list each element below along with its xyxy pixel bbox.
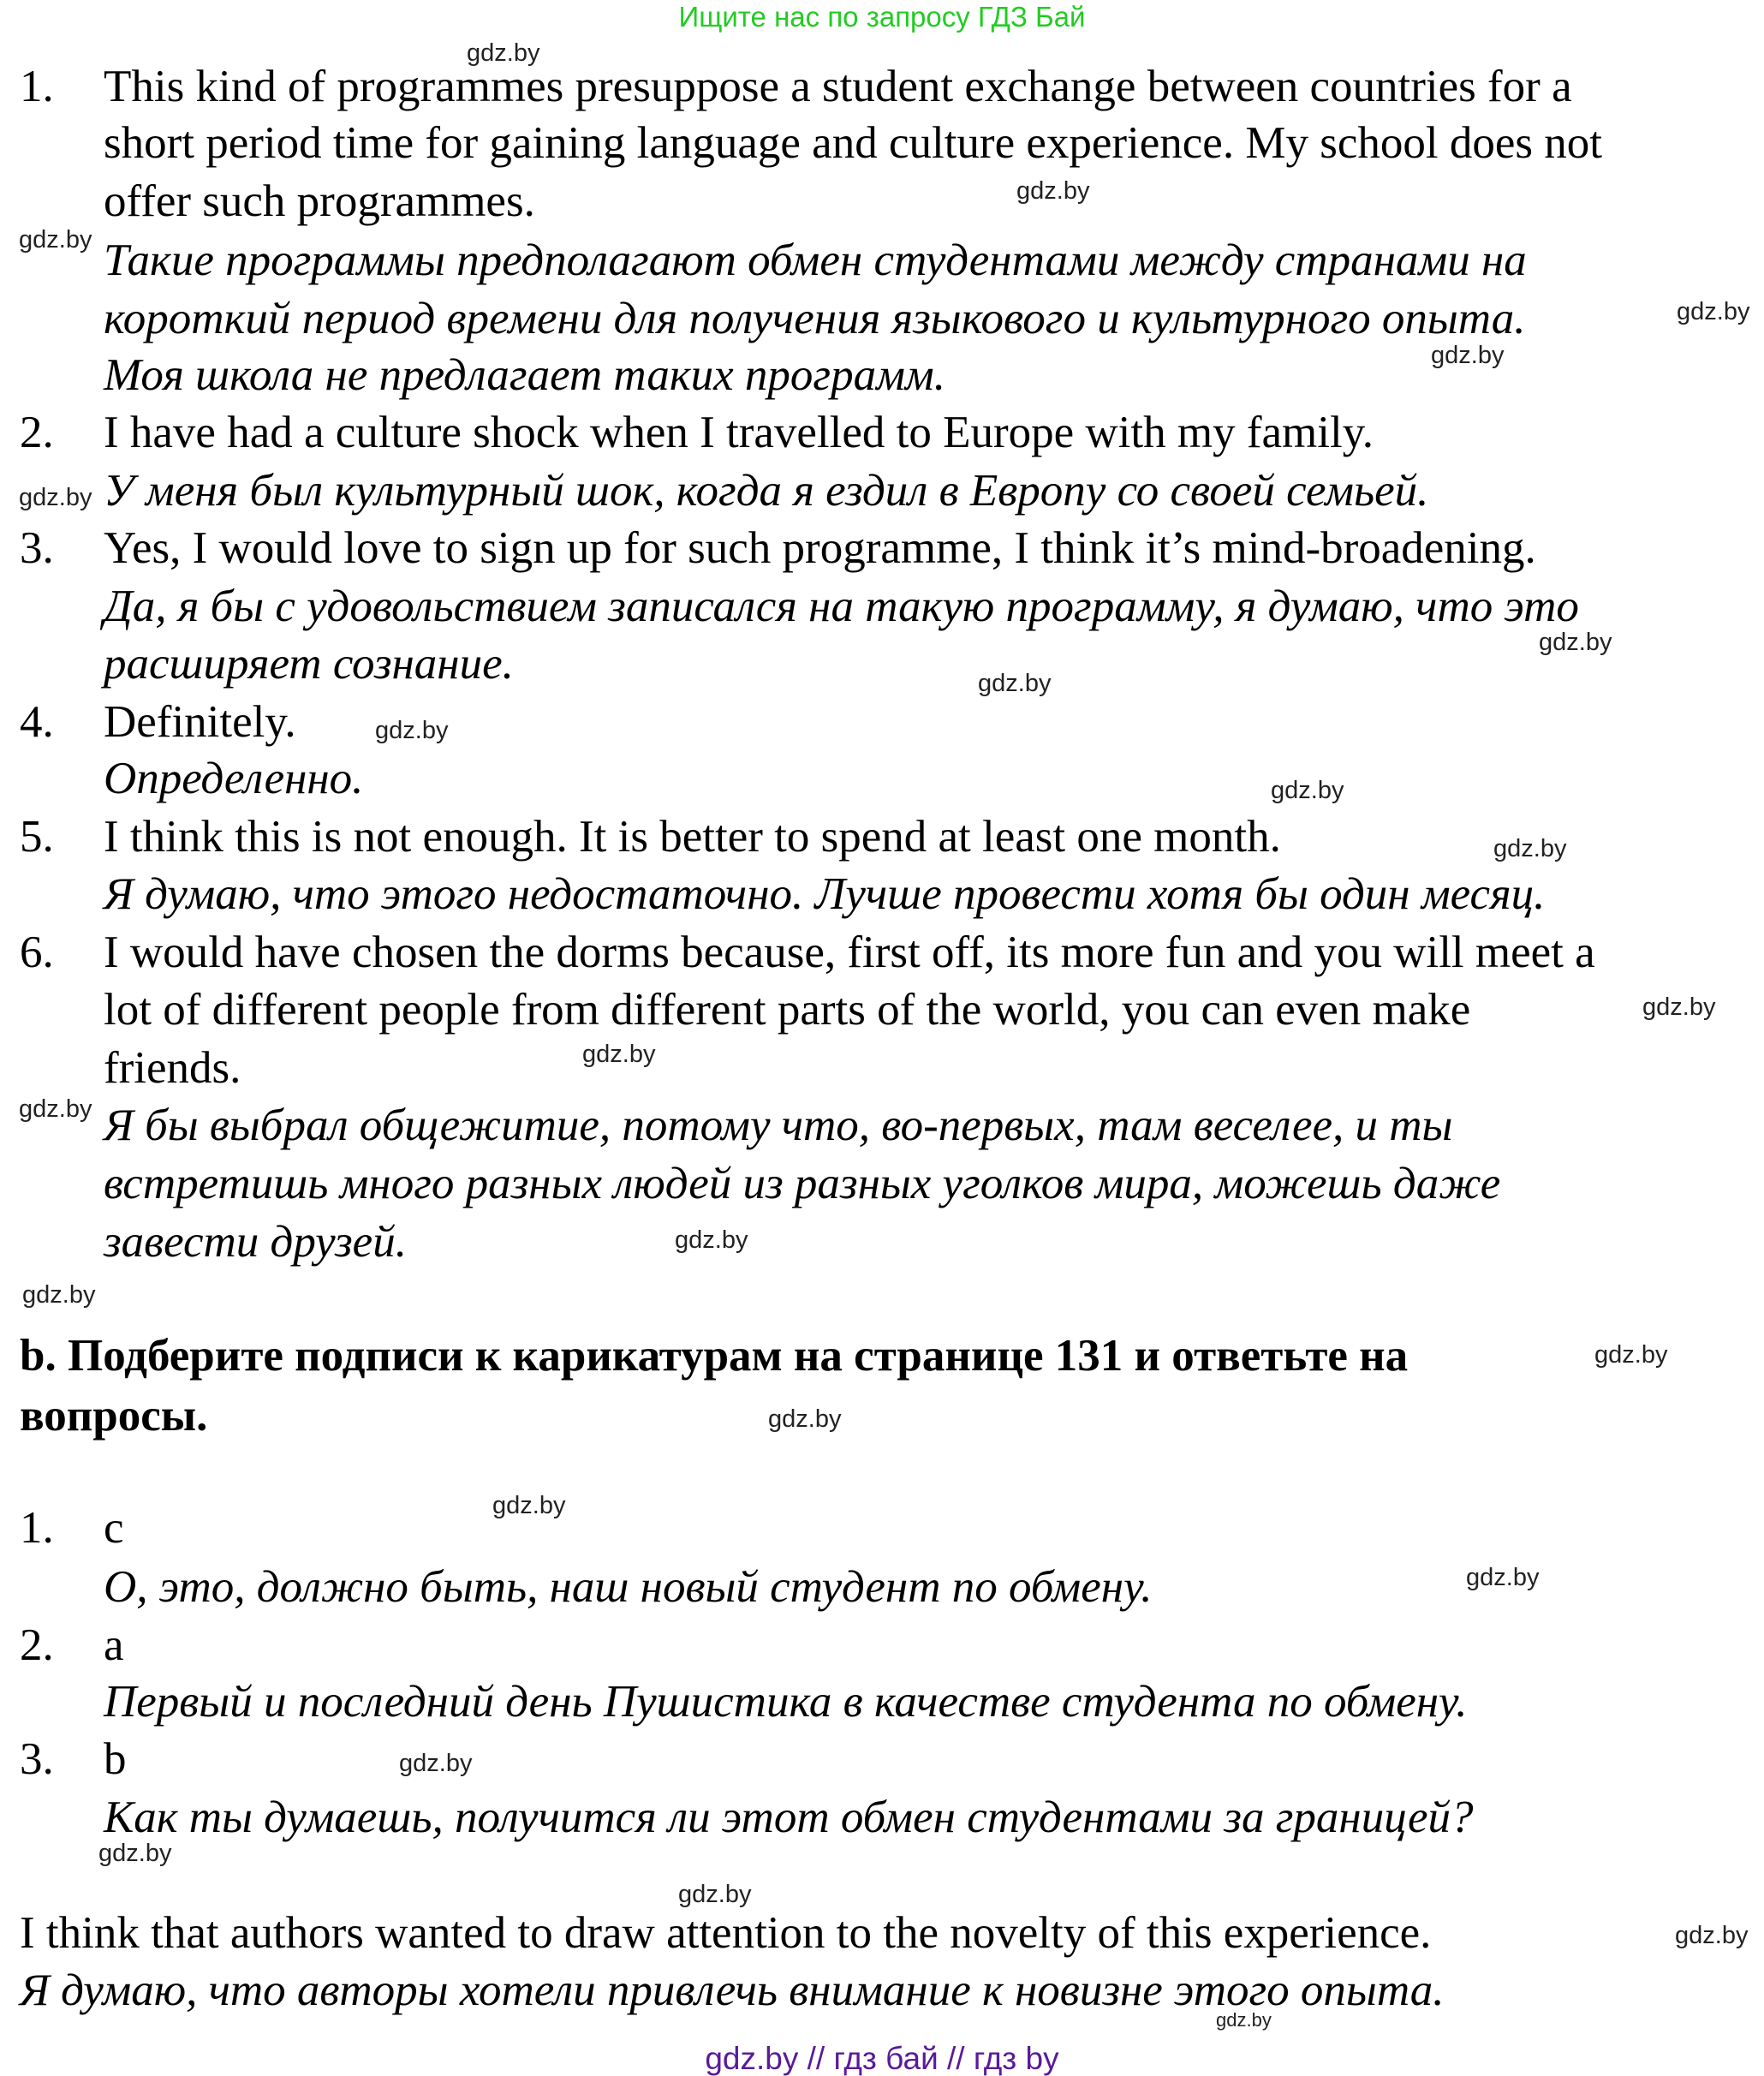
watermark: gdz.by (467, 39, 540, 67)
translation-line: Я думаю, что авторы хотели привлечь внимание к новизне этого опыта. (20, 1966, 1445, 2015)
watermark: gdz.by (1271, 777, 1344, 804)
watermark: gdz.by (1539, 629, 1612, 656)
watermark: gdz.by (1431, 342, 1505, 369)
answer-line: Yes, I would love to sign up for such programme, I think it’s mind-broadening. (104, 523, 1536, 573)
watermark: gdz.by (1493, 835, 1567, 862)
translation-line: короткий период времени для получения языкового и культурного опыта. (104, 294, 1526, 343)
watermark: gdz.by (768, 1405, 842, 1433)
translation-line: Я думаю, что этого недостаточно. Лучше провести хотя бы один месяц. (104, 869, 1546, 919)
watermark: gdz.by (1642, 993, 1716, 1021)
watermark: gdz.by (1216, 2009, 1272, 2031)
answer-line: I think this is not enough. It is better to spend at least one month. (104, 812, 1281, 862)
watermark: gdz.by (19, 226, 92, 254)
watermark: gdz.by (582, 1041, 656, 1068)
translation-line: Определенно. (104, 754, 364, 803)
item-number: 2. (20, 1620, 54, 1670)
item-number: 3. (20, 1734, 54, 1784)
translation-line: О, это, должно быть, наш новый студент по обмену. (104, 1562, 1153, 1612)
translation-line: Как ты думаешь, получится ли этот обмен студентами за границей? (104, 1793, 1474, 1842)
watermark: gdz.by (675, 1226, 748, 1254)
answer-line: I would have chosen the dorms because, first off, its more fun and you will meet a (104, 928, 1595, 977)
answer-line: Definitely. (104, 697, 296, 747)
watermark: gdz.by (678, 1881, 752, 1908)
footer-links[interactable]: gdz.by // гдз бай // гдз by (705, 2041, 1059, 2076)
item-number: 3. (20, 523, 54, 573)
answer-line: friends. (104, 1043, 241, 1093)
translation-line: расширяет сознание. (104, 639, 514, 689)
answer-line: This kind of programmes presuppose a student exchange between countries for a (104, 62, 1572, 111)
watermark: gdz.by (98, 1840, 172, 1867)
item-number: 2. (20, 408, 54, 457)
answer-line: I think that authors wanted to draw attention to the novelty of this experience. (20, 1908, 1432, 1958)
answer-line: lot of different people from different parts of the world, you can even make (104, 985, 1471, 1035)
translation-line: встретишь много разных людей из разных уголков мира, можешь даже (104, 1159, 1501, 1208)
watermark: gdz.by (1675, 1922, 1749, 1949)
watermark: gdz.by (22, 1281, 96, 1309)
watermark: gdz.by (1016, 177, 1090, 205)
answer-line: c (104, 1503, 124, 1553)
watermark: gdz.by (399, 1750, 473, 1777)
translation-line: завести друзей. (104, 1217, 407, 1267)
item-number: 5. (20, 812, 54, 862)
watermark: gdz.by (1594, 1341, 1668, 1369)
answer-line: b (104, 1734, 127, 1784)
watermark: gdz.by (1466, 1564, 1540, 1591)
watermark: gdz.by (1677, 298, 1750, 325)
watermark: gdz.by (19, 1095, 92, 1123)
translation-line: Да, я бы с удовольствием записался на такую программу, я думаю, что это (104, 582, 1579, 631)
answer-line: a (104, 1620, 124, 1670)
watermark: gdz.by (492, 1492, 566, 1519)
answer-line: I have had a culture shock when I travelled to Europe with my family. (104, 408, 1374, 457)
watermark: gdz.by (375, 717, 449, 744)
search-hint-banner: Ищите нас по запросу ГДЗ Бай (678, 1, 1086, 33)
item-number: 6. (20, 928, 54, 977)
watermark: gdz.by (19, 484, 92, 511)
answer-line: offer such programmes. (104, 176, 535, 226)
answer-line: short period time for gaining language and culture experience. My school does not (104, 118, 1602, 168)
watermark: gdz.by (978, 670, 1052, 697)
item-number: 4. (20, 697, 54, 747)
translation-line: Моя школа не предлагает таких программ. (104, 350, 945, 400)
item-number: 1. (20, 62, 54, 111)
translation-line: Такие программы предполагают обмен студентами между странами на (104, 236, 1527, 285)
section-heading: вопросы. (20, 1391, 208, 1441)
translation-line: У меня был культурный шок, когда я ездил в Европу со своей семьей. (104, 466, 1429, 516)
item-number: 1. (20, 1503, 54, 1553)
translation-line: Первый и последний день Пушистика в качестве студента по обмену. (104, 1677, 1468, 1727)
translation-line: Я бы выбрал общежитие, потому что, во-первых, там веселее, и ты (104, 1101, 1453, 1150)
section-heading: b. Подберите подписи к карикатурам на странице 131 и ответьте на (20, 1331, 1409, 1381)
